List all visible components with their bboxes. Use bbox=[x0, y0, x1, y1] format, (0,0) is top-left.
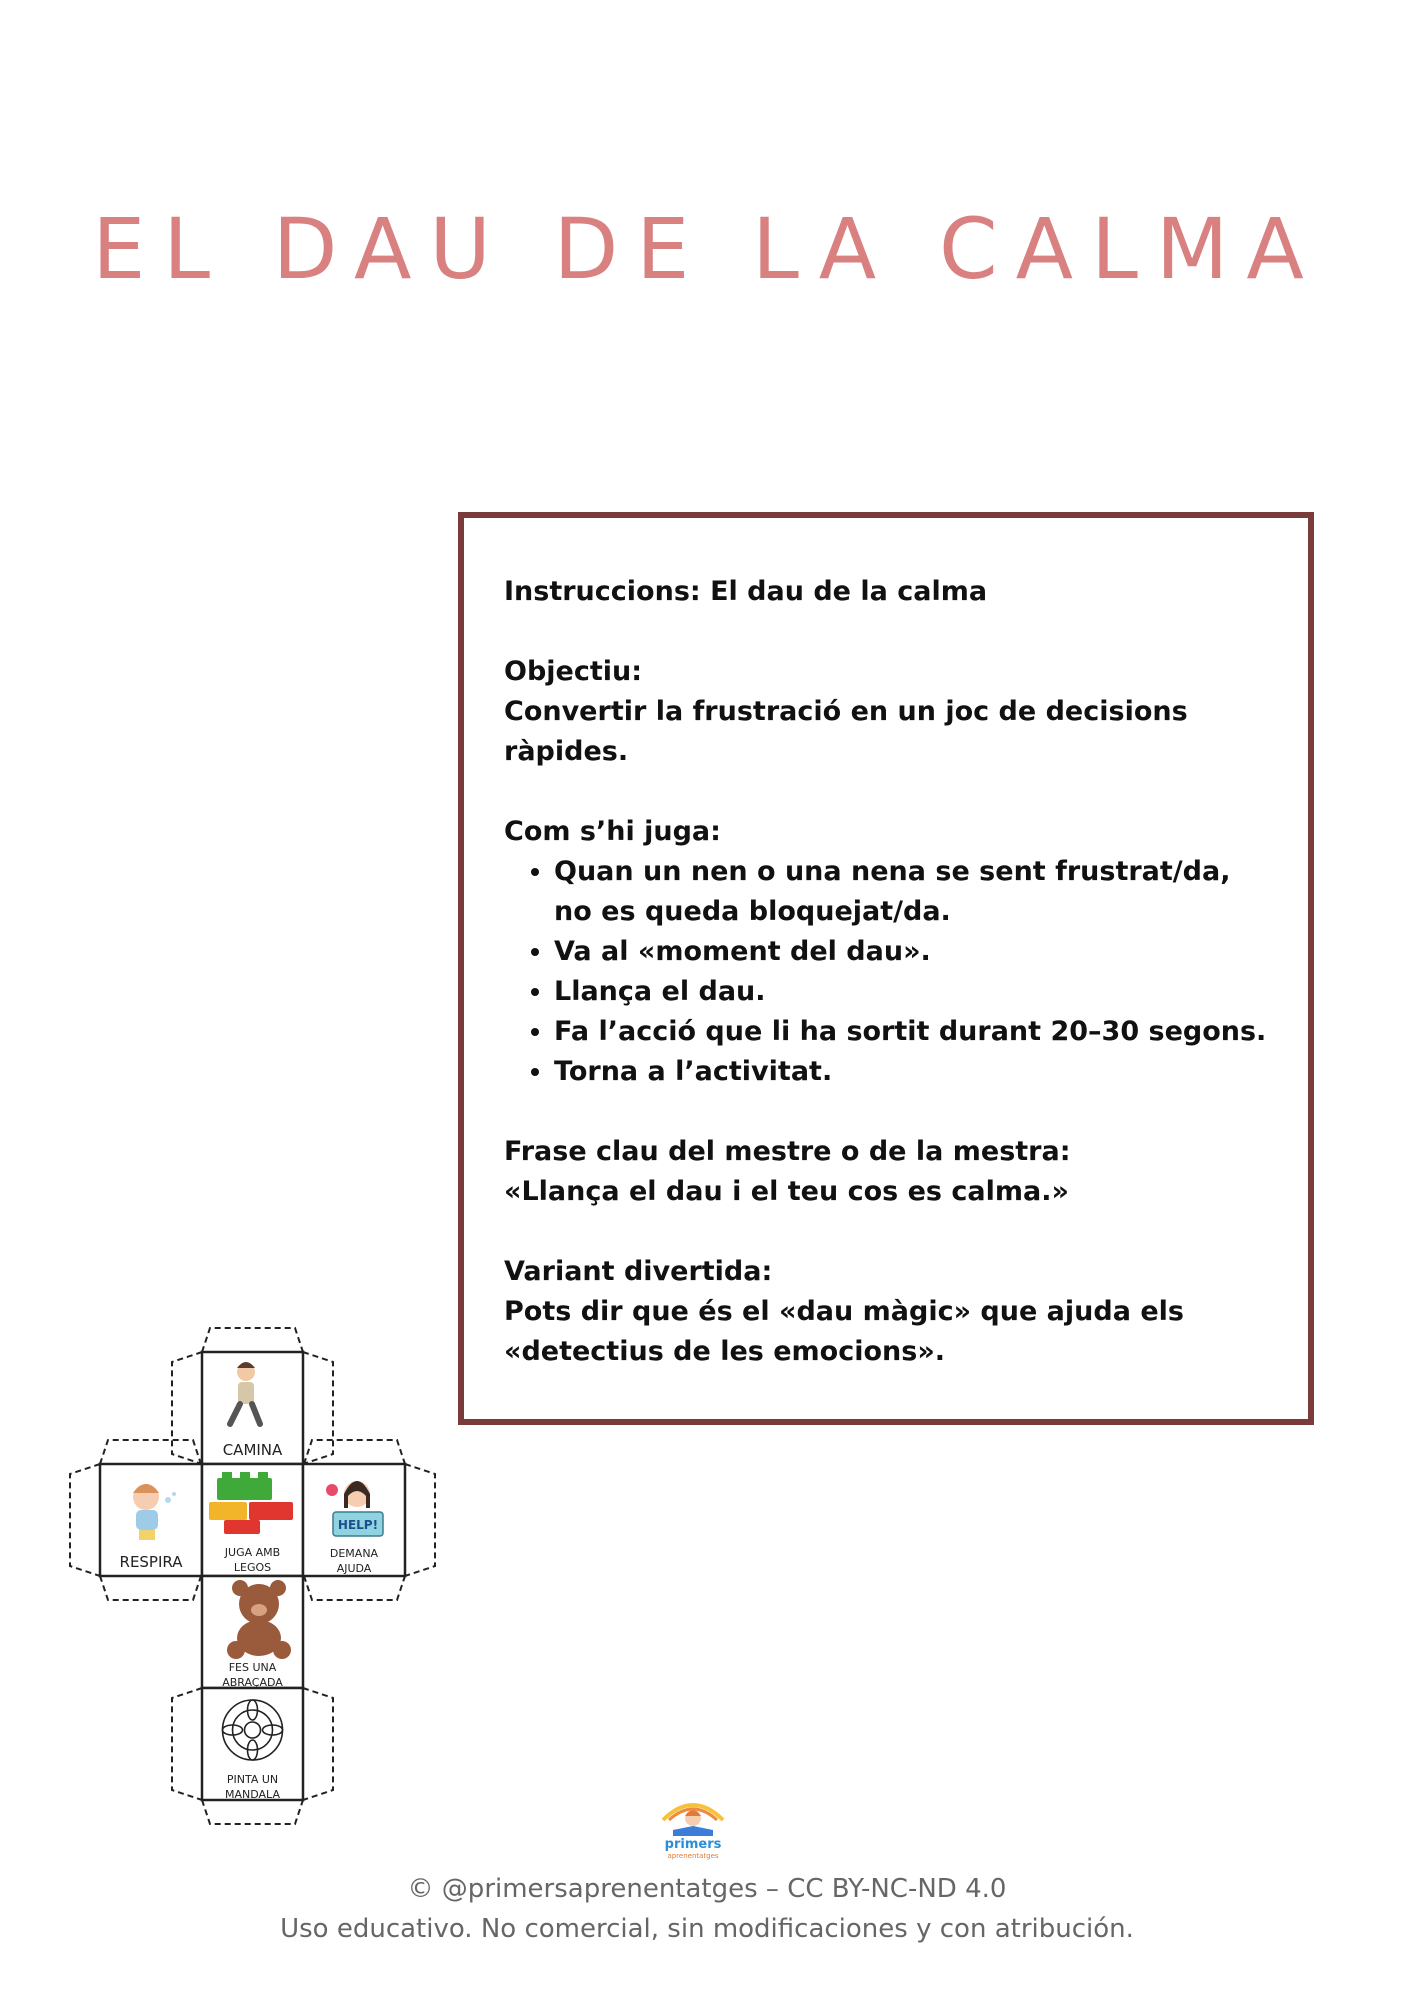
glue-tab bbox=[100, 1576, 201, 1600]
face-label-mandala-1: PINTA UN bbox=[226, 1773, 279, 1786]
variant-label: Variant divertida: bbox=[504, 1256, 773, 1287]
dice-template bbox=[0, 0, 460, 1860]
glue-tab bbox=[100, 1440, 201, 1464]
logo-line2: aprenentatges bbox=[667, 1852, 719, 1860]
glue-tab bbox=[202, 1800, 303, 1824]
phrase-text: «Llança el dau i el teu cos es calma.» bbox=[504, 1176, 1069, 1207]
step-item: • Fa l’acció que li ha sortit durant 20–30 segons. bbox=[554, 1012, 1268, 1052]
face-label-legos-2: LEGOS bbox=[233, 1561, 272, 1574]
instructions-heading: Instruccions: El dau de la calma bbox=[504, 576, 988, 607]
glue-tab bbox=[70, 1464, 100, 1576]
glue-tab bbox=[172, 1352, 202, 1464]
page-title: EL DAU DE LA CALMA bbox=[92, 200, 1322, 298]
glue-tab bbox=[303, 1352, 333, 1464]
help-sign-text: HELP! bbox=[337, 1518, 379, 1532]
glue-tab bbox=[405, 1464, 435, 1576]
face-label-camina: CAMINA bbox=[222, 1441, 283, 1459]
glue-tab bbox=[303, 1688, 333, 1800]
face-label-abracada-2: ABRAÇADA bbox=[222, 1676, 283, 1689]
glue-tab bbox=[304, 1440, 405, 1464]
face-label-ajuda-1: DEMANA bbox=[329, 1547, 379, 1560]
objective-label: Objectiu: bbox=[504, 656, 643, 687]
glue-tab bbox=[202, 1328, 303, 1352]
primers-aprenentatges-logo bbox=[655, 1790, 731, 1860]
face-label-abracada-1: FES UNA bbox=[228, 1661, 277, 1674]
glue-tab bbox=[304, 1576, 405, 1600]
objective-text: Convertir la frustració en un joc de decisions ràpides. bbox=[504, 696, 1188, 767]
face-label-mandala-2: MANDALA bbox=[225, 1788, 280, 1801]
face-label-respira: RESPIRA bbox=[119, 1553, 183, 1571]
dice-faces bbox=[100, 1352, 405, 1800]
phrase-label: Frase clau del mestre o de la mestra: bbox=[504, 1136, 1071, 1167]
step-item: • Quan un nen o una nena se sent frustrat/da, no es queda bloquejat/da. bbox=[554, 852, 1268, 932]
footer-copyright: © @primersaprenentatges – CC BY-NC-ND 4.0 bbox=[407, 1874, 1007, 1904]
logo-line1: primers bbox=[664, 1837, 722, 1852]
step-item: • Torna a l’activitat. bbox=[554, 1052, 1268, 1092]
steps-list bbox=[504, 852, 1268, 1092]
variant-text: Pots dir que és el «dau màgic» que ajuda els «detectius de les emocions». bbox=[504, 1296, 1184, 1367]
glue-tab bbox=[172, 1688, 202, 1800]
footer-license-note: Uso educativo. No comercial, sin modificaciones y con atribución. bbox=[280, 1914, 1134, 1944]
step-item: • Llança el dau. bbox=[554, 972, 1268, 1012]
face-label-legos-1: JUGA AMB bbox=[224, 1546, 281, 1559]
step-item: • Va al «moment del dau». bbox=[554, 932, 1268, 972]
howto-label: Com s’hi juga: bbox=[504, 816, 721, 847]
face-label-ajuda-2: AJUDA bbox=[336, 1562, 372, 1575]
instructions-panel bbox=[458, 512, 1314, 1425]
